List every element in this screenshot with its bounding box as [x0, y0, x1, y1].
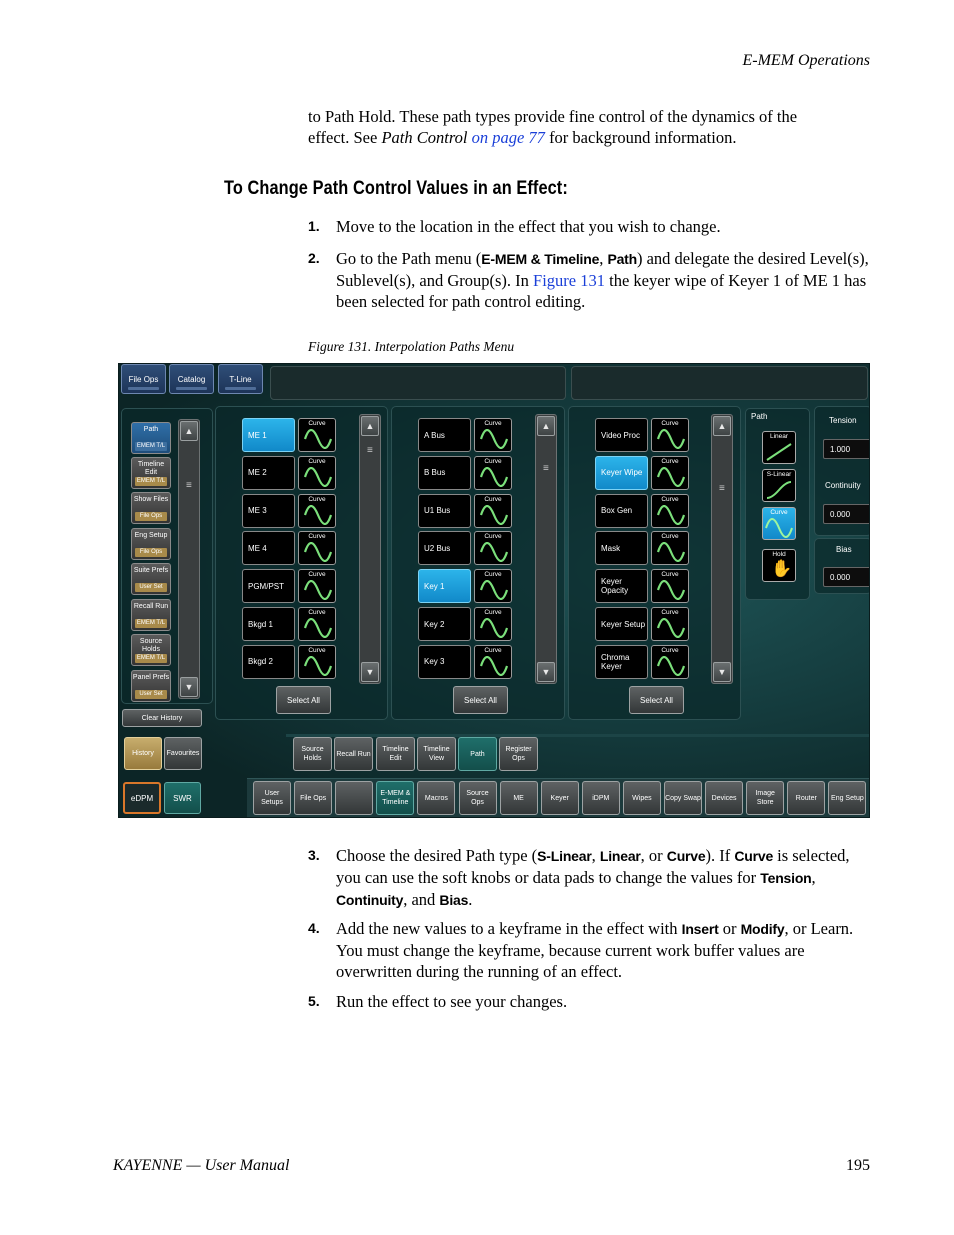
subtab-button[interactable]: Timeline Edit [376, 737, 415, 771]
path-s-linear-button[interactable]: S-Linear [762, 469, 796, 502]
curve-icon [303, 656, 333, 676]
curve-icon [303, 618, 333, 638]
bottom-tab-button[interactable]: ME [500, 781, 538, 815]
step-text: Move to the location in the effect that you wish to change. [336, 217, 721, 236]
step-text: Go to the Path menu (E-MEM & Timeline, Path) and delegate the desired Level(s), Sublevel(s), and Group(s). In Figure 131 the keyer wipe of Keyer 1 of ME 1 has been selected for path control editing. [336, 249, 869, 311]
intro-text-end: for background information. [544, 128, 737, 147]
select-all-sublevel-button[interactable]: Select All [453, 686, 508, 714]
scroll-up-icon[interactable]: ▲ [537, 416, 555, 436]
curve-icon [656, 467, 686, 487]
page-link[interactable]: on page 77 [467, 128, 545, 147]
bottom-tab-button[interactable]: Router [787, 781, 825, 815]
level-curve-button[interactable] [298, 456, 336, 490]
curve-icon [303, 429, 333, 449]
intro-line-2 [308, 127, 870, 148]
bottom-tab-button[interactable]: Copy Swap [664, 781, 702, 815]
curve-label: Curve [484, 609, 502, 616]
step-number: 5. [308, 993, 320, 1009]
group-button[interactable]: Keyer Wipe [595, 456, 648, 490]
curve-icon [479, 542, 509, 562]
curve-label: Curve [661, 420, 679, 427]
level-scrollbar[interactable] [359, 414, 381, 684]
bottom-tab-button[interactable]: Source Ops [459, 781, 497, 815]
step-text: Run the effect to see your changes. [336, 992, 568, 1011]
group-button[interactable]: Mask [595, 531, 648, 565]
step-number: 4. [308, 920, 320, 936]
bottom-tab-button[interactable]: iDPM [582, 781, 620, 815]
group-button[interactable]: Chroma Keyer [595, 645, 648, 679]
sublevel-button[interactable]: B Bus [418, 456, 471, 490]
group-curve-button[interactable] [651, 569, 689, 603]
level-curve-button[interactable] [298, 494, 336, 528]
nav-panel-prefs[interactable]: Panel Prefs User Set [131, 670, 171, 702]
group-button[interactable]: Video Proc [595, 418, 648, 452]
path-curve-button[interactable]: Curve [762, 507, 796, 540]
step-number: 1. [308, 218, 320, 234]
scroll-grip-icon: ≡ [543, 463, 549, 474]
curve-label: Curve [484, 646, 502, 654]
group-curve-button[interactable] [651, 607, 689, 641]
status-box-right [571, 366, 868, 400]
bottom-tab-button[interactable]: Keyer [541, 781, 579, 815]
curve-label: Curve [308, 457, 326, 465]
group-button[interactable]: Keyer Setup [595, 607, 648, 641]
level-curve-button[interactable] [298, 418, 336, 452]
curve-icon [479, 656, 509, 676]
curve-label: Curve [661, 457, 679, 465]
curve-label: Curve [308, 495, 326, 503]
hand-icon: ✋ [771, 559, 793, 578]
path-panel-title: Path [751, 412, 768, 421]
sublevel-curve-button[interactable] [474, 569, 512, 603]
level-curve-button[interactable] [298, 645, 336, 679]
scroll-down-icon[interactable]: ▼ [361, 662, 379, 682]
curve-label: Curve [661, 495, 679, 503]
curve-label: Curve [661, 571, 679, 579]
curve-icon [479, 467, 509, 487]
intro-ref: Path Control [381, 128, 468, 147]
tension-value[interactable]: 1.000 [823, 439, 870, 459]
footer-manual-title: KAYENNE — User Manual [113, 1157, 290, 1174]
scroll-up-icon[interactable]: ▲ [361, 416, 379, 436]
level-curve-button[interactable] [298, 531, 336, 565]
bottom-tab-button[interactable]: File Ops [294, 781, 332, 815]
curve-icon [656, 505, 686, 525]
tab-t-line[interactable]: T-Line [218, 364, 263, 394]
status-box-left [270, 366, 566, 400]
curve-label: Curve [308, 420, 326, 427]
intro-line-1: to Path Hold. These path types provide fine control of the dynamics of the [308, 107, 798, 126]
subtab-button[interactable]: Register Ops [499, 737, 538, 771]
interpolation-paths-menu-screenshot [118, 363, 870, 818]
bottom-tab-button[interactable]: Macros [417, 781, 455, 815]
bottom-tab-button[interactable]: User Setups [253, 781, 291, 815]
sublevel-curve-button[interactable] [474, 494, 512, 528]
select-all-level-button[interactable]: Select All [276, 686, 331, 714]
scroll-grip-icon: ≡ [719, 483, 725, 494]
sublevel-curve-button[interactable] [474, 418, 512, 452]
curve-label: Curve [661, 609, 679, 616]
curve-label: Curve [484, 495, 502, 503]
curve-icon [479, 505, 509, 525]
level-button[interactable]: Bkgd 1 [242, 607, 295, 641]
continuity-value[interactable]: 0.000 [823, 504, 870, 524]
sublevel-button[interactable]: A Bus [418, 418, 471, 452]
subtab-button[interactable]: Source Holds [293, 737, 332, 771]
curve-icon [479, 429, 509, 449]
scroll-down-icon[interactable]: ▼ [180, 677, 198, 697]
level-curve-button[interactable] [298, 607, 336, 641]
curve-icon [656, 542, 686, 562]
s-linear-icon [764, 480, 794, 500]
group-button[interactable]: Box Gen [595, 494, 648, 528]
bottom-tab-button[interactable]: Image Store [746, 781, 784, 815]
figure-caption: Figure 131. Interpolation Paths Menu [308, 339, 515, 354]
curve-label: Curve [308, 609, 326, 616]
curve-icon [656, 618, 686, 638]
scroll-down-icon[interactable]: ▼ [537, 662, 555, 682]
intro-paragraph [308, 106, 870, 148]
curve-label: Curve [308, 533, 326, 541]
swr-button[interactable]: SWR [164, 782, 201, 814]
step-number: 2. [308, 250, 320, 266]
level-button[interactable]: PGM/PST [242, 569, 295, 603]
curve-icon [656, 656, 686, 676]
clear-history-button[interactable]: Clear History [122, 709, 202, 727]
curve-label: Curve [308, 571, 326, 579]
path-hold-button[interactable]: Hold ✋ [762, 549, 796, 582]
curve-label: Curve [484, 420, 502, 427]
level-button[interactable]: ME 1 [242, 418, 295, 452]
curve-icon [303, 467, 333, 487]
curve-icon [479, 580, 509, 600]
bottom-tab-button[interactable] [335, 781, 373, 815]
left-nav-panel [121, 408, 213, 704]
sublevel-scrollbar[interactable] [535, 414, 557, 684]
curve-label: Curve [484, 571, 502, 579]
sublevel-curve-button[interactable] [474, 531, 512, 565]
scroll-down-icon[interactable]: ▼ [713, 662, 731, 682]
curve-label: Curve [661, 533, 679, 541]
nav-source-holds[interactable]: Source Holds EMEM T/L [131, 634, 171, 666]
level-button[interactable]: ME 3 [242, 494, 295, 528]
level-button[interactable]: ME 4 [242, 531, 295, 565]
curve-icon [303, 505, 333, 525]
page-number: 195 [846, 1157, 870, 1174]
scroll-up-icon[interactable]: ▲ [713, 416, 731, 436]
curve-label: Curve [308, 646, 326, 654]
path-linear-button[interactable]: Linear [762, 431, 796, 464]
tab-history[interactable]: History [124, 737, 162, 770]
nav-timeline-edit[interactable]: Timeline Edit EMEM T/L [131, 457, 171, 489]
bias-label: Bias [836, 545, 852, 554]
curve-icon [303, 542, 333, 562]
linear-icon [764, 442, 794, 462]
subtab-button[interactable]: Path [458, 737, 497, 771]
bias-panel [814, 538, 870, 594]
sublevel-button[interactable]: Key 1 [418, 569, 471, 603]
nav-scrollbar[interactable] [178, 419, 200, 699]
level-button[interactable]: Bkgd 2 [242, 645, 295, 679]
sublevel-button[interactable]: U2 Bus [418, 531, 471, 565]
group-curve-button[interactable] [651, 645, 689, 679]
continuity-label: Continuity [825, 481, 861, 490]
sublevel-button[interactable]: Key 3 [418, 645, 471, 679]
section-title: To Change Path Control Values in an Effect: [224, 178, 568, 199]
group-curve-button[interactable] [651, 531, 689, 565]
edpm-button[interactable]: eDPM [123, 782, 161, 814]
tab-favourites[interactable]: Favourites [164, 737, 202, 770]
bottom-tab-button[interactable]: E-MEM & Timeline [376, 781, 414, 815]
intro-text: effect. See [308, 128, 382, 147]
sublevel-curve-button[interactable] [474, 456, 512, 490]
curve-icon [479, 618, 509, 638]
sublevel-curve-button[interactable] [474, 607, 512, 641]
group-curve-button[interactable] [651, 418, 689, 452]
figure-link[interactable]: Figure 131 [533, 271, 606, 290]
scroll-grip-icon: ≡ [367, 445, 373, 456]
tab-catalog[interactable]: Catalog [169, 364, 214, 394]
bias-value[interactable]: 0.000 [823, 567, 870, 587]
group-curve-button[interactable] [651, 456, 689, 490]
level-curve-button[interactable] [298, 569, 336, 603]
curve-icon [303, 580, 333, 600]
scroll-up-icon[interactable]: ▲ [180, 421, 198, 441]
group-curve-button[interactable] [651, 494, 689, 528]
tab-file-ops[interactable]: File Ops [121, 364, 166, 394]
sublevel-button[interactable]: U1 Bus [418, 494, 471, 528]
group-button[interactable]: Keyer Opacity [595, 569, 648, 603]
nav-recall-run[interactable]: Recall Run EMEM T/L [131, 599, 171, 631]
select-all-group-button[interactable]: Select All [629, 686, 684, 714]
curve-label: Curve [484, 457, 502, 465]
path-type-panel [745, 408, 810, 600]
step-number: 3. [308, 847, 320, 863]
tension-continuity-panel [814, 406, 870, 536]
step-text: Add the new values to a keyframe in the effect with Insert or Modify, or Learn. You must change the keyframe, because current work buffer values are overwritten during the running of an effect. [336, 919, 854, 981]
tension-label: Tension [829, 416, 857, 425]
group-scrollbar[interactable] [711, 414, 733, 684]
nav-eng-setup[interactable]: Eng Setup File Ops [131, 528, 171, 560]
sublevel-curve-button[interactable] [474, 645, 512, 679]
nav-show-files[interactable]: Show Files File Ops [131, 492, 171, 524]
running-header: E-MEM Operations [742, 52, 870, 69]
curve-label: Curve [661, 646, 679, 654]
curve-icon [656, 429, 686, 449]
bottom-tab-button[interactable]: Wipes [623, 781, 661, 815]
bottom-tab-button[interactable]: Devices [705, 781, 743, 815]
step-text: Choose the desired Path type (S-Linear, Linear, or Curve). If Curve is selected, you can use the soft knobs or data pads to change the values for Tension, Continuity, and Bias. [336, 846, 850, 909]
curve-icon [764, 518, 794, 538]
sublevel-button[interactable]: Key 2 [418, 607, 471, 641]
scroll-grip-icon: ≡ [186, 480, 192, 491]
curve-label: Curve [484, 533, 502, 541]
subtab-button[interactable]: Recall Run [334, 737, 373, 771]
bottom-tab-button[interactable]: Eng Setup [828, 781, 866, 815]
subtab-button[interactable]: Timeline View [417, 737, 456, 771]
nav-path[interactable]: Path EMEM T/L [131, 422, 171, 454]
nav-suite-prefs[interactable]: Suite Prefs User Set [131, 563, 171, 595]
level-button[interactable]: ME 2 [242, 456, 295, 490]
curve-icon [656, 580, 686, 600]
